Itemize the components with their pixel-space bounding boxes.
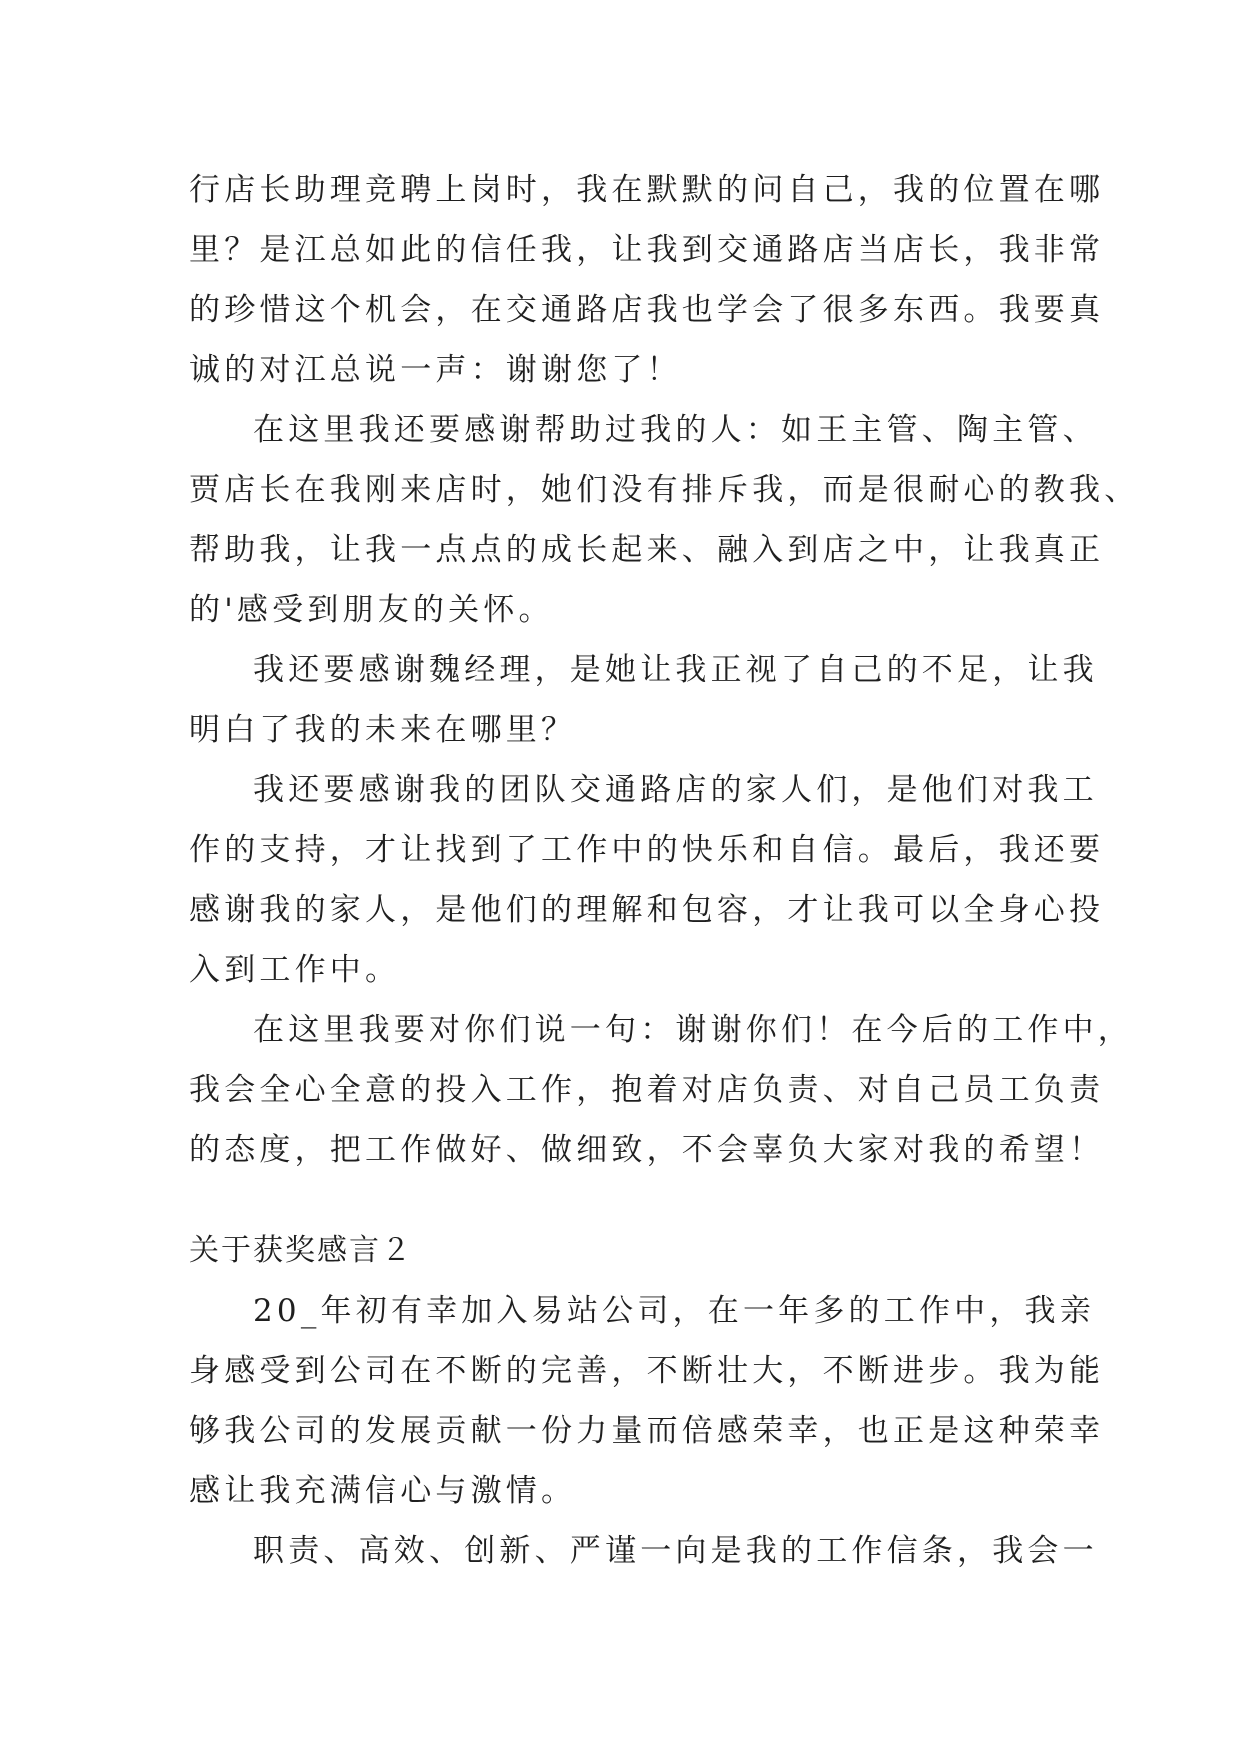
text-line: 职责、高效、创新、严谨一向是我的工作信条，我会一 bbox=[253, 1533, 1098, 1569]
paragraph-thanks-helpers bbox=[189, 400, 1140, 640]
text-line: 明白了我的未来在哪里？ bbox=[189, 712, 577, 748]
text-line: 感谢我的家人，是他们的理解和包容，才让我可以全身心投 bbox=[189, 892, 1105, 928]
text-line: 的态度，把工作做好、做细致，不会辜负大家对我的希望！ bbox=[189, 1132, 1105, 1168]
text-line: 我还要感谢魏经理，是她让我正视了自己的不足，让我 bbox=[253, 652, 1098, 688]
text-line: 贾店长在我刚来店时，她们没有排斥我，而是很耐心的教我、 bbox=[189, 472, 1140, 508]
text-line: 诚的对江总说一声：谢谢您了！ bbox=[189, 352, 682, 388]
paragraph-closing bbox=[189, 1000, 1133, 1180]
document-body bbox=[189, 160, 1140, 1581]
text-line: 我会全心全意的投入工作，抱着对店负责、对自己员工负责 bbox=[189, 1072, 1105, 1108]
text-line: 帮助我，让我一点点的成长起来、融入到店之中，让我真正 bbox=[189, 532, 1105, 568]
text-line: 够我公司的发展贡献一份力量而倍感荣幸，也正是这种荣幸 bbox=[189, 1413, 1105, 1449]
text-line: 20_年初有幸加入易站公司，在一年多的工作中，我亲 bbox=[253, 1293, 1095, 1329]
text-line: 入到工作中。 bbox=[189, 952, 401, 988]
paragraph-thanks-manager bbox=[189, 160, 1105, 400]
paragraph-thanks-wei bbox=[189, 640, 1098, 760]
text-line: 在这里我还要感谢帮助过我的人：如王主管、陶主管、 bbox=[253, 412, 1098, 448]
text-line: 行店长助理竞聘上岗时，我在默默的问自己，我的位置在哪 bbox=[189, 172, 1105, 208]
text-line: 的珍惜这个机会，在交通路店我也学会了很多东西。我要真 bbox=[189, 292, 1105, 328]
text-line: 的'感受到朋友的关怀。 bbox=[189, 592, 554, 628]
paragraph-joining-company bbox=[189, 1281, 1105, 1521]
text-line: 作的支持，才让找到了工作中的快乐和自信。最后，我还要 bbox=[189, 832, 1105, 868]
text-line: 感让我充满信心与激情。 bbox=[189, 1473, 577, 1509]
paragraph-work-creed bbox=[189, 1521, 1098, 1581]
text-line: 身感受到公司在不断的完善，不断壮大，不断进步。我为能 bbox=[189, 1353, 1105, 1389]
text-line: 我还要感谢我的团队交通路店的家人们，是他们对我工 bbox=[253, 772, 1098, 808]
section-spacer bbox=[189, 1180, 1059, 1221]
paragraph-thanks-team bbox=[189, 760, 1105, 1000]
text-line: 在这里我要对你们说一句：谢谢你们！在今后的工作中， bbox=[253, 1012, 1133, 1048]
text-line: 里？是江总如此的信任我，让我到交通路店当店长，我非常 bbox=[189, 232, 1105, 268]
section-heading: 关于获奖感言２ bbox=[189, 1233, 413, 1268]
